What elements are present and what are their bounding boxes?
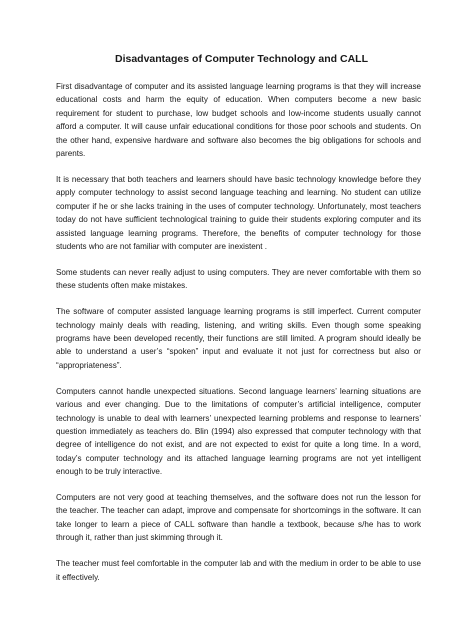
paragraph-unexpected-situations: Computers cannot handle unexpected situations. Second language learners’ learning situations are various and ever changing. Due to the limitations of computer’s artificial intelligence, computer technology is unable to deal with learners’ unexpected learning problems and response to learners’ question immediately as teachers do. Blin (1994) also expressed that computer technology with that degree of intelligence do not exist, and are not expected to exist for quite a long time. In a word, today’s computer technology and its attached language learning programs are not yet intelligent enough to be truly interactive. <box>56 386 421 477</box>
paragraph-student-adjustment: Some students can never really adjust to using computers. They are never comfortable with them so these students often make mistakes. <box>56 267 421 291</box>
paragraph-technology-knowledge: It is necessary that both teachers and learners should have basic technology knowledge before they apply computer technology to assist second language teaching and learning. No student can utilize computer if he or she lacks training in the uses of computer technology. Unfortunately, most teachers today do not have sufficient technological training to guide their students exploring computer and its assisted language learning programs. Therefore, the benefits of computer technology for those students who are not familiar with computer are inexistent . <box>56 174 421 251</box>
document-title: Disadvantages of Computer Technology and CALL <box>115 53 368 65</box>
paragraph-teacher-comfort: The teacher must feel comfortable in the computer lab and with the medium in order to be able to use it effectively. <box>56 559 421 582</box>
paragraph-teaching-themselves: Computers are not very good at teaching themselves, and the software does not run the lesson for the teacher. The teacher can adapt, improve and compensate for shortcomings in the software. It can take longer to learn a piece of CALL software than handle a textbook, because s/he has to work through it, rather than just skimming through it. <box>56 493 421 543</box>
paragraph-cost-equity: First disadvantage of computer and its assisted language learning programs is that they will increase educational costs and harm the equity of education. When computers become a new basic requirement for student to purchase, low budget schools and low-income students usually cannot afford a computer. It will cause unfair educational conditions for those poor schools and students. On the other hand, expensive hardware and software also becomes the big obligations for schools and parents. <box>56 82 421 159</box>
paragraph-software-imperfect: The software of computer assisted language learning programs is still imperfect. Current computer technology mainly deals with reading, listening, and writing skills. Even though some speaking programs have been developed recently, their functions are still limited. A program should ideally be able to understand a user’s “spoken” input and evaluate it not just for correctness but also or “appropriateness”. <box>56 307 421 370</box>
